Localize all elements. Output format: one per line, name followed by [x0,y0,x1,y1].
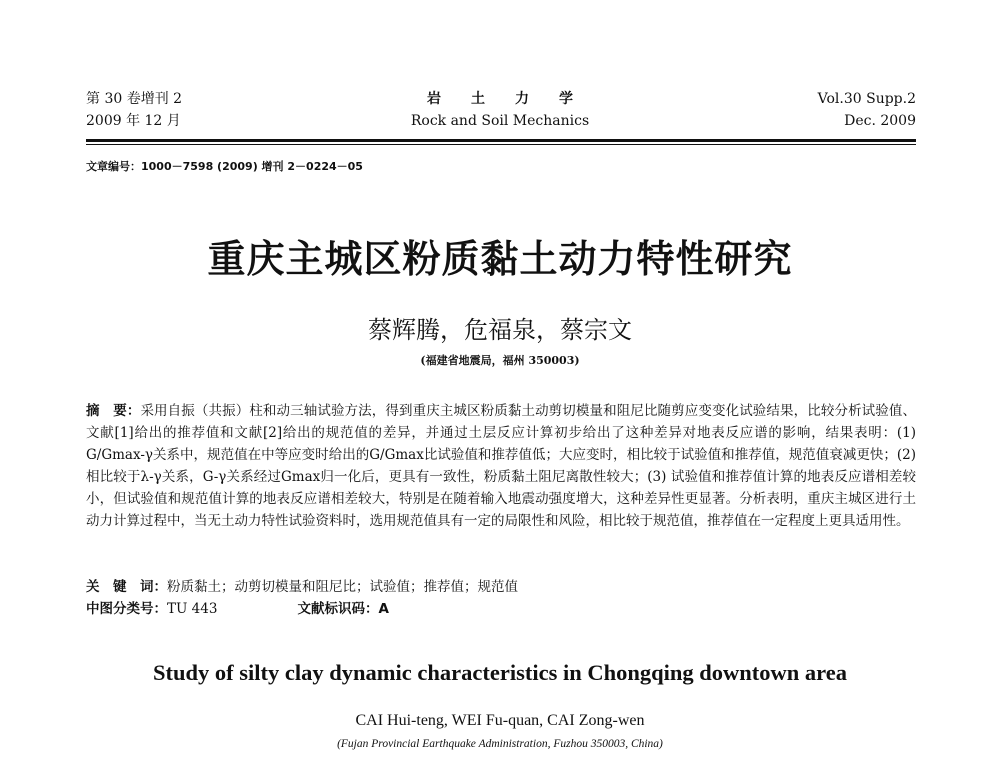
abstract-cn [86,400,916,532]
issue-date-cn: 2009 年 12 月 [86,113,181,129]
journal-name-cn: 岩土力学 [427,91,603,107]
header-rule-thick [86,139,916,142]
article-number-value: 1000－7598 (2009) 增刊 2－0224－05 [141,160,363,173]
classification-line [86,598,916,620]
classification-value: TU 443 [167,601,218,617]
keywords-text: 粉质黏土；动剪切模量和阻尼比；试验值；推荐值；规范值 [167,579,518,595]
abstract-text: 采用自振（共振）柱和动三轴试验方法，得到重庆主城区粉质黏土动剪切模量和阻尼比随剪应变变化试验结果，比较分析试验值、文献[1]给出的推荐值和文献[2]给出的规范值的差异，并通过土层反应计算初步给出了这种差异对地表反应谱的影响，结果表明：(1) G/Gmax-γ关系中，规范值在中等应变时给出的G/Gmax比试验值和推荐值低；大应变时，相比较于试验值和推荐值，规范值衰减更快；(2) 相比较于λ-γ关系，G-γ关系经过Gmax归一化后，更具有一致性，粉质黏土阻尼离散性较大；(3) 试验值和推荐值计算的地表反应谱相差较小，但试验值和规范值计算的地表反应谱相差较大，特别是在随着输入地震动强度增大，这种差异性更显著。分析表明，重庆主城区进行土动力计算过程中，当无土动力特性试验资料时，选用规范值具有一定的局限性和风险，相比较于规范值，推荐值在一定程度上更具适用性。 [86,403,917,529]
journal-name-en: Rock and Soil Mechanics [410,113,590,129]
keywords-cn [86,576,916,598]
paper-title-cn: 重庆主城区粉质黏土动力特性研究 [207,237,793,281]
journal-volume-info-en [818,88,916,132]
authors-cn: 蔡辉腾，危福泉，蔡宗文 [368,316,632,344]
volume-supp-en: Vol.30 Supp.2 [817,91,916,107]
keywords-label: 关 键 词： [86,579,167,595]
affiliation-en: (Fujan Provincial Earthquake Administration, Fuzhou 350003, China) [337,738,663,750]
authors-en: CAI Hui-teng, WEI Fu-quan, CAI Zong-wen [355,712,645,729]
volume-issue: 第 30 卷增刊 2 [86,91,183,107]
issue-date-en: Dec. 2009 [844,113,916,129]
document-code-label: 文献标识码： [297,601,379,617]
paper-title-en: Study of silty clay dynamic characteristics in Chongqing downtown area [153,660,847,685]
affiliation-cn: (福建省地震局，福州 350003) [420,354,580,367]
header-rule-thin [86,144,916,145]
document-code-value: A [378,601,389,617]
abstract-label: 摘 要： [86,403,141,419]
classification-label: 中图分类号： [86,601,167,617]
article-number-label: 文章编号： [86,160,141,173]
article-number [86,158,363,174]
